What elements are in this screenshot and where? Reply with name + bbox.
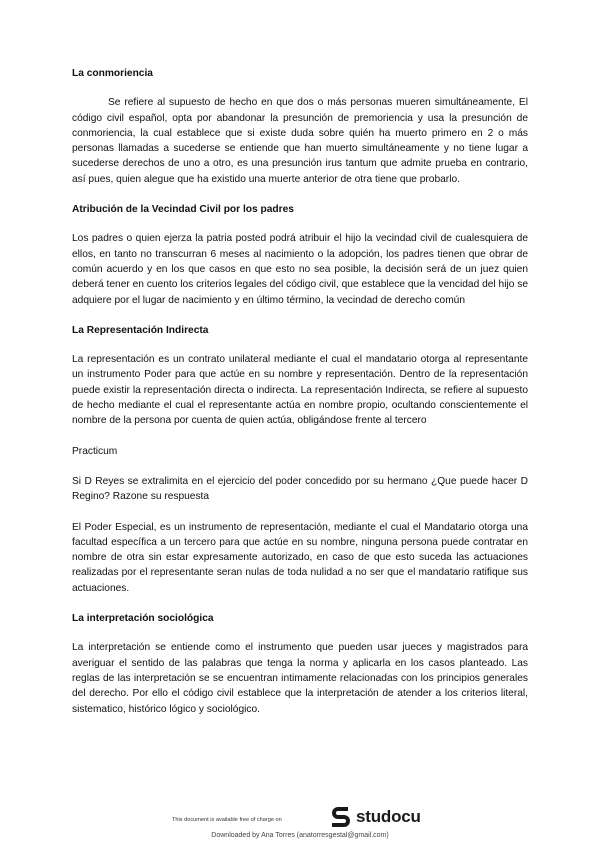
page-footer [0, 800, 600, 848]
studocu-wordmark: studocu [356, 807, 421, 826]
practicum-answer: El Poder Especial, es un instrumento de representación, mediante el cual el Mandatario otorga una facultad específica a un tercero para que actúe en su nombre, ninguna persona puede contratar en nombre de otra sin estar expresamente autorizado, en caso de que esto suceda las actuaciones realizadas por el representante seran nulas de toda nulidad a no ser que el mandatario ratifique sus actuaciones. [72, 521, 528, 594]
practicum-question: Si D Reyes se extralimita en el ejercicio del poder concedido por su hermano ¿Que puede hacer D Regino? Razone su respuesta [72, 475, 528, 503]
section-heading-conmoriencia: La conmoriencia [72, 68, 153, 79]
section-heading-interpretacion-sociologica: La interpretación sociológica [72, 613, 214, 625]
document-body [72, 66, 528, 717]
section-heading-representacion-indirecta: La Representación Indirecta [72, 324, 209, 336]
downloaded-by-note: Downloaded by Ana Torres (anatorresgestal@gmail.com) [211, 832, 389, 839]
section-heading-vecindad-civil: Atribución de la Vecindad Civil por los padres [72, 204, 294, 216]
availability-note: This document is available free of charge on [172, 817, 282, 823]
paragraph-vecindad-civil: Los padres o quien ejerza la patria posted podrá atribuir el hijo la vecindad civil de cualesquiera de ellos, en tanto no transcurran 6 meses al nacimiento o la adopción, los padres tienen que obrar de común acuerdo y en los que casos en que esto no sea posible, la decisión será de un juez quien deberá tener en cuento los criterios legales del código civil, que establece que la vencidad del hijo se adquiere por el lugar de nacimiento y en último término, la vecindad de derecho común [72, 233, 528, 306]
paragraph-conmoriencia: Se refiere al supuesto de hecho en que dos o más personas mueren simultáneamente, El código civil español, opta por abandonar la presunción de premoriencia y usa la presunción de conmoriencia, la cual establece que si existe duda sobre quién ha muerto primero en 2 o más personas llamadas a sucederse se entiende que han muerto simultáneamente y no tiene lugar a sucederse derechos de uno a otro, es una presunción irus tantum que admite prueba en contrario, así pues, quien alegue que ha existido una muerte anterior de otra tiene que probarlo. [72, 97, 528, 185]
paragraph-interpretacion-sociologica: La interpretación se entiende como el instrumento que pueden usar jueces y magistrados para averiguar el sentido de las palabras que tenga la norma y aplicarla en los casos planteado. Las reglas de las interpretación se se encuentran intimamente relacionadas con los principios generales del derecho. Por ello el código civil establece que la interpretación de atender a los criterios literal, sistematico, histórico lógico y sociológico. [72, 642, 528, 715]
practicum-label: Practicum [72, 445, 118, 457]
paragraph-representacion-indirecta: La representación es un contrato unilateral mediante el cual el mandatario otorga al representante un instrumento Poder para que actúe en su nombre y representación. Dentro de la representación puede existir la representación directa o indirecta. La representación Indirecta, se refiere al supuesto de hecho mediante el cual el representante actúa en nombre propio, ocultando conscientemente el nombre de la persona por cuenta de quien actúa, obligándose frente al tercero [72, 354, 528, 427]
studocu-logo[interactable] [331, 806, 451, 828]
studocu-logo-icon [331, 806, 351, 828]
